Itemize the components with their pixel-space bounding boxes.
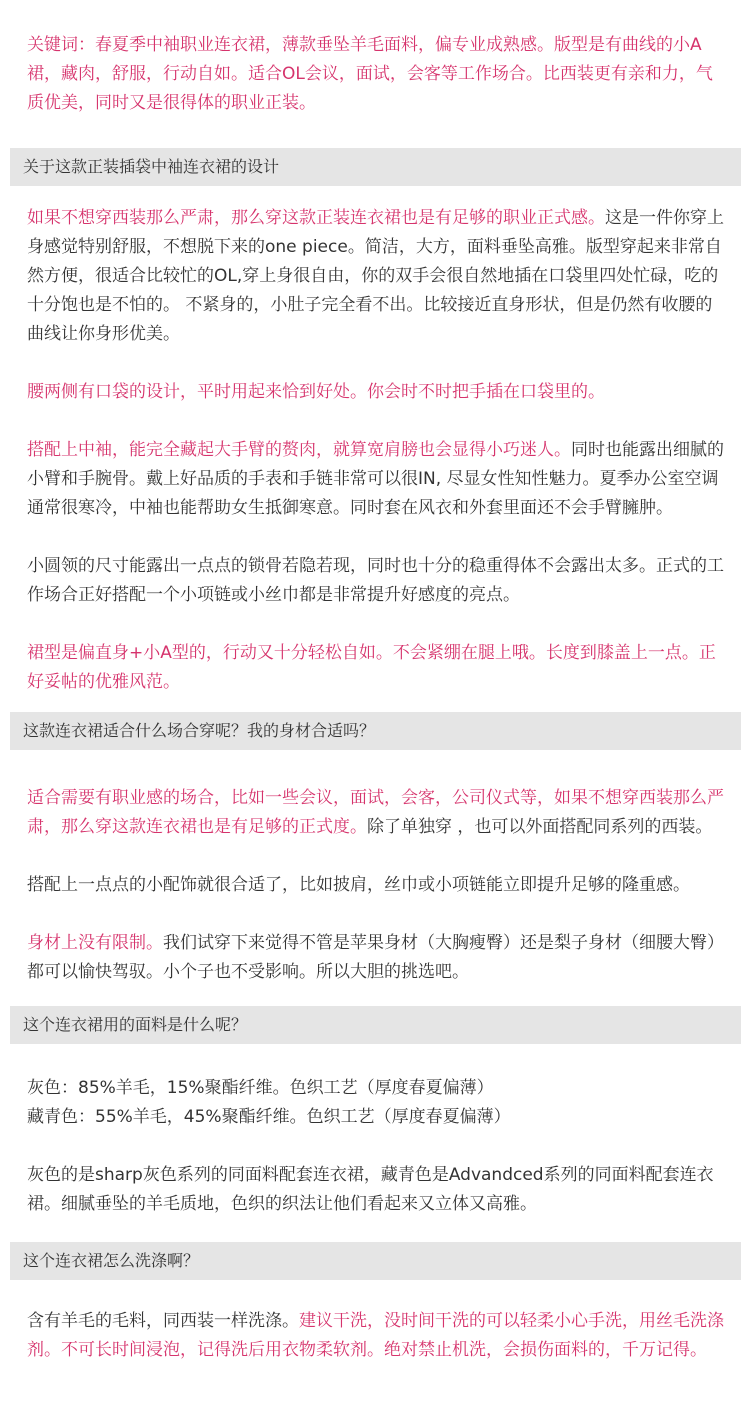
occasion-paragraph-1 <box>27 784 725 842</box>
body-text: 含有羊毛的毛料，同西装一样洗涤。 <box>27 1311 299 1331</box>
body-text: 我们试穿下来觉得不管是苹果身材（大胸瘦臀）还是梨子身材（细腰大臀）都可以愉快驾驭。小个子也不受影响。所以大胆的挑选吧。 <box>27 933 724 982</box>
design-paragraph-skirt: 裙型是偏直身+小A型的，行动又十分轻松自如。不会紧绷在腿上哦。长度到膝盖上一点。正好妥帖的优雅风范。 <box>27 643 716 692</box>
design-paragraph-sleeves <box>27 436 725 523</box>
fabric-line-navy: 藏青色：55%羊毛，45%聚酯纤维。色织工艺（厚度春夏偏薄） <box>27 1107 511 1127</box>
design-paragraph-pockets: 腰两侧有口袋的设计，平时用起来恰到好处。你会时不时把手插在口袋里的。 <box>27 382 605 402</box>
washing-paragraph <box>27 1307 725 1365</box>
occasion-paragraph-2: 搭配上一点点的小配饰就很合适了，比如披肩，丝巾或小项链能立即提升足够的隆重感。 <box>27 875 690 895</box>
occasion-paragraph-3 <box>27 929 725 987</box>
highlight-text: 如果不想穿西装那么严肃，那么穿这款正装连衣裙也是有足够的职业正式感。 <box>27 208 605 228</box>
body-text: 同时也能露出细腻的小臂和手腕骨。戴上好品质的手表和手链非常可以很IN, 尽显女性知性魅力。夏季办公室空调通常很寒冷，中袖也能帮助女生抵御寒意。同时套在风衣和外套里面还不会手臂臃肿。 <box>27 440 724 518</box>
design-paragraph-collar: 小圆领的尺寸能露出一点点的锁骨若隐若现，同时也十分的稳重得体不会露出太多。正式的工作场合正好搭配一个小项链或小丝巾都是非常提升好感度的亮点。 <box>27 556 724 605</box>
section-heading-occasion: 这款连衣裙适合什么场合穿呢？我的身材合适吗？ <box>10 712 741 750</box>
body-text: 这是一件你穿上身感觉特别舒服，不想脱下来的one piece。简洁，大方，面料垂坠高雅。版型穿起来非常自然方便，很适合比较忙的OL,穿上身很自由，你的双手会很自然地插在口袋里四处忙碌，吃的十分饱也是不怕的。 不紧身的，小肚子完全看不出。比较接近直身形状，但是仍然有收腰的曲线让你身形优美。 <box>27 208 724 344</box>
highlight-text: 身材上没有限制。 <box>27 933 163 953</box>
design-paragraph-1 <box>27 204 725 349</box>
keywords-paragraph: 关键词：春夏季中袖职业连衣裙，薄款垂坠羊毛面料，偏专业成熟感。版型是有曲线的小A裙，藏肉，舒服，行动自如。适合OL会议，面试，会客等工作场合。比西装更有亲和力，气质优美，同时又是很得体的职业正装。 <box>27 35 713 113</box>
highlight-text: 建议干洗，没时间干洗的可以轻柔小心手洗，用丝毛洗涤剂。不可长时间浸泡，记得洗后用衣物柔软剂。绝对禁止机洗，会损伤面料的，千万记得。 <box>27 1311 724 1360</box>
section-heading-design: 关于这款正装插袋中袖连衣裙的设计 <box>10 148 741 186</box>
highlight-text: 适合需要有职业感的场合，比如一些会议，面试，会客，公司仪式等，如果不想穿西装那么严肃，那么穿这款连衣裙也是有足够的正式度。 <box>27 788 724 837</box>
fabric-paragraph-series: 灰色的是sharp灰色系列的同面料配套连衣裙，藏青色是Advandced系列的同面料配套连衣裙。细腻垂坠的羊毛质地，色织的织法让他们看起来又立体又高雅。 <box>27 1165 714 1214</box>
section-heading-fabric: 这个连衣裙用的面料是什么呢？ <box>10 1006 741 1044</box>
fabric-line-grey: 灰色：85%羊毛，15%聚酯纤维。色织工艺（厚度春夏偏薄） <box>27 1078 494 1098</box>
section-heading-washing: 这个连衣裙怎么洗涤啊？ <box>10 1242 741 1280</box>
body-text: 除了单独穿 ，也可以外面搭配同系列的西装。 <box>367 817 713 837</box>
highlight-text: 搭配上中袖，能完全藏起大手臂的赘肉，就算宽肩膀也会显得小巧迷人。 <box>27 440 571 460</box>
